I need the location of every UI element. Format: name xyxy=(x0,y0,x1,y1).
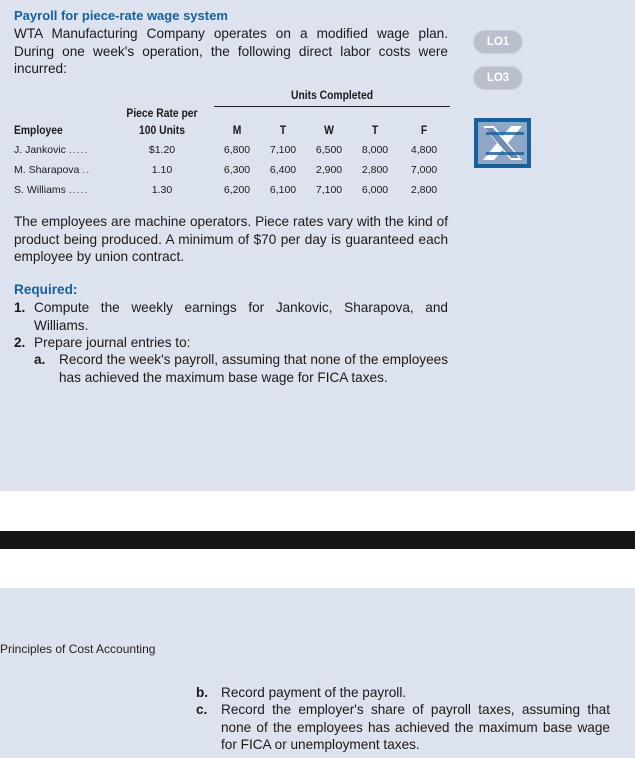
employee-name: M. Sharapova xyxy=(14,164,80,176)
day-header-friday: F xyxy=(420,123,428,137)
item-1-number: 1. xyxy=(14,300,26,315)
day-header-monday: M xyxy=(232,123,242,137)
employee-header: Employee xyxy=(14,123,63,137)
table-row xyxy=(14,160,450,180)
units-value: 7,000 xyxy=(410,164,438,176)
piece-rate-value: 1.10 xyxy=(151,164,173,176)
day-header-thursday: T xyxy=(371,123,379,137)
body-paragraph: The employees are machine operators. Piece rates vary with the kind of product being produced. A minimum of $70 per day is guaranteed each employee by union contract. xyxy=(14,214,448,264)
units-value: 7,100 xyxy=(269,144,297,156)
units-value: 6,100 xyxy=(269,184,297,196)
piece-rate-header-line2: 100 Units xyxy=(139,123,185,137)
piece-rate-value: 1.30 xyxy=(151,184,173,196)
units-value: 2,800 xyxy=(410,184,438,196)
day-header-wednesday: W xyxy=(324,123,334,137)
item-2a-label: a. xyxy=(34,352,46,367)
item-2-number: 2. xyxy=(14,335,26,350)
piece-rate-value: $1.20 xyxy=(148,144,176,156)
employee-name: J. Jankovic xyxy=(14,144,66,156)
units-value: 2,800 xyxy=(361,164,389,176)
lo3-badge: LO3 xyxy=(474,67,522,89)
lo1-badge: LO1 xyxy=(474,31,522,53)
units-value: 6,000 xyxy=(361,184,389,196)
leader-dots: ..... xyxy=(68,184,89,196)
units-completed-header-cell xyxy=(214,88,450,106)
running-head: Principles of Cost Accounting xyxy=(0,642,156,656)
item-2c-text: Record the employer's share of payroll taxes, assuming that none of the employees has achieved the maximum base wage for FICA or unemployment taxes. xyxy=(221,702,610,752)
units-completed-label: Units Completed xyxy=(291,88,373,103)
units-value: 8,000 xyxy=(361,144,389,156)
units-value: 6,800 xyxy=(223,144,251,156)
employee-name: S. Williams xyxy=(14,184,66,196)
item-2-text: Prepare journal entries to: xyxy=(34,335,191,350)
units-value: 6,400 xyxy=(269,164,297,176)
units-value: 4,800 xyxy=(410,144,438,156)
labor-costs-table xyxy=(14,88,450,200)
units-value: 6,500 xyxy=(315,144,343,156)
table-row xyxy=(14,180,450,200)
item-2b-text: Record payment of the payroll. xyxy=(221,685,407,700)
page-break-bar xyxy=(0,531,635,549)
problem-title: Payroll for piece-rate wage system xyxy=(14,8,228,23)
units-value: 2,900 xyxy=(315,164,343,176)
excel-icon xyxy=(474,118,531,168)
problem-intro: WTA Manufacturing Company operates on a modified wage plan. During one week's operation, the following direct labor costs were incurred: xyxy=(14,26,448,76)
item-2a-text: Record the week's payroll, assuming that none of the employees has achieved the maximum base wage for FICA taxes. xyxy=(59,352,448,385)
day-header-tuesday: T xyxy=(279,123,287,137)
piece-rate-header-line1: Piece Rate per xyxy=(126,106,198,120)
leader-dots: .. xyxy=(82,164,91,176)
page-bottom-band xyxy=(0,588,635,758)
item-1-text: Compute the weekly earnings for Jankovic, Sharapova, and Williams. xyxy=(34,300,448,333)
item-2c-label: c. xyxy=(196,702,208,717)
units-value: 7,100 xyxy=(315,184,343,196)
item-2b-label: b. xyxy=(196,685,209,700)
leader-dots: ..... xyxy=(68,144,89,156)
units-value: 6,300 xyxy=(223,164,251,176)
table-row xyxy=(14,140,450,160)
units-value: 6,200 xyxy=(223,184,251,196)
required-heading: Required: xyxy=(14,282,78,297)
